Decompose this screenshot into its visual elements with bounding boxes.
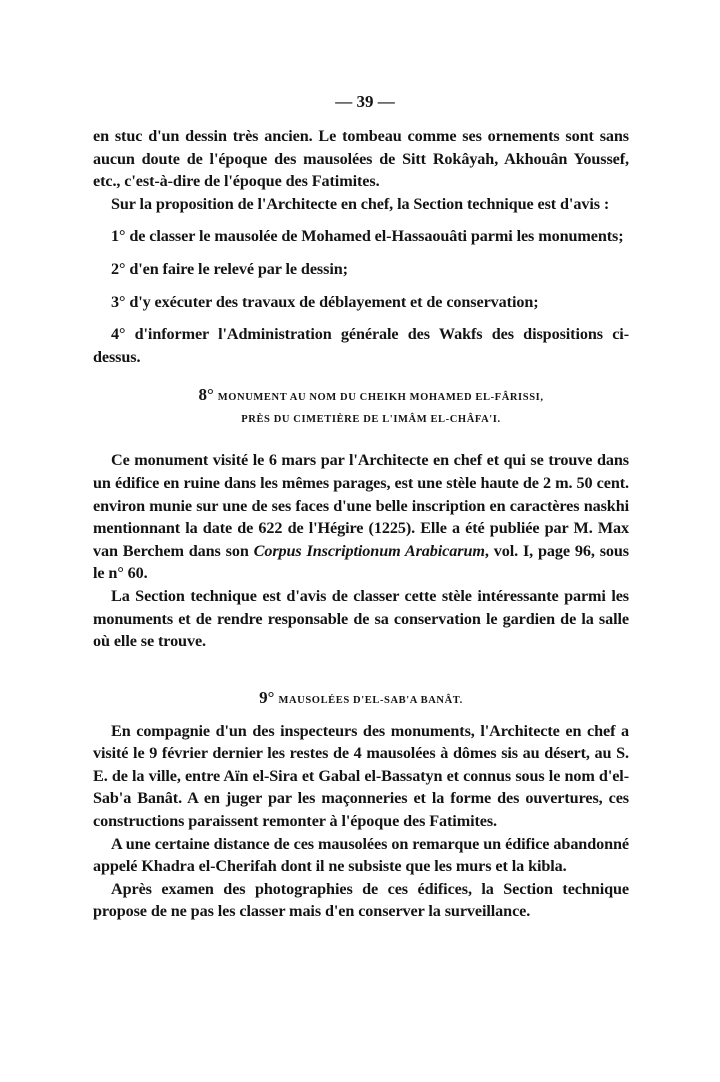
section-9-paragraph-1: En compagnie d'un des inspecteurs des monuments, l'Architecte en chef a visité le 9 février dernier les restes de 4 mausolées à dômes sis au désert, au S. E. de la ville, entre Aïn el-Sira et Gabal el-Bassatyn et connus sous le nom d'el-Sab'a Banât. A en juger par les maçonneries et la forme des ouvertures, ces constructions paraissent remonter à l'époque des Fatimites. [93, 721, 629, 831]
section-9-heading [93, 687, 629, 712]
section-8-heading [113, 384, 629, 431]
page-number: — 39 — [335, 92, 395, 111]
list-item-3: 3° d'y exécuter des travaux de déblayement et de conservation; [111, 292, 539, 311]
document-page [93, 90, 629, 923]
list-item-2: 2° d'en faire le relevé par le dessin; [111, 259, 348, 278]
paragraph-continuation: en stuc d'un dessin très ancien. Le tombeau comme ses ornements sont sans aucun doute de l'époque des mausolées de Sitt Rokâyah, Akhouân Youssef, etc., c'est-à-dire de l'époque des Fatimites. [93, 127, 629, 191]
section-8-paragraph-1 [93, 449, 629, 585]
list-item-4: 4° d'informer l'Administration générale des Wakfs des dispositions ci-dessus. [93, 325, 629, 366]
paragraph-proposition: Sur la proposition de l'Architecte en chef, la Section technique est d'avis : [111, 194, 610, 213]
section-8-text-end: , vol. I, page 96, sous le n° 60. [93, 541, 630, 583]
list-item-1: 1° de classer le mausolée de Mohamed el-Hassaouâti parmi les monuments; [111, 227, 624, 246]
section-8-title-line2: PRÈS DU CIMETIÈRE DE L'IMÂM EL-CHÂFA'I. [241, 414, 501, 426]
citation-title: Corpus Inscriptionum Arabicarum [253, 541, 485, 560]
section-8-number: 8° [198, 385, 214, 405]
section-8-paragraph-2: La Section technique est d'avis de classer cette stèle intéressante parmi les monuments et de rendre responsable de sa conservation le gardien de la salle où elle se trouve. [93, 586, 629, 651]
section-8-heading-line1 [113, 384, 629, 409]
section-9-paragraph-2: A une certaine distance de ces mausolées on remarque un édifice abandonné appelé Khadra el-Cherifah dont il ne subsiste que les murs et la kibla. [93, 834, 629, 876]
section-9-number: 9° [259, 687, 275, 707]
section-8-title-line1: MONUMENT AU NOM DU CHEIKH MOHAMED EL-FÂRISSI, [217, 392, 544, 404]
section-9-paragraph-3: Après examen des photographies de ces édifices, la Section technique propose de ne pas les classer mais d'en conserver la surveillance. [93, 879, 629, 921]
section-9-title: MAUSOLÉES D'EL-SAB'A BANÂT. [278, 694, 463, 706]
section-8-text: Ce monument visité le 6 mars par l'Architecte en chef et qui se trouve dans un édifice en ruine dans les mêmes parages, est une stèle haute de 2 m. 50 cent. environ munie sur une de ses faces d'une belle inscription en caractères naskhi mentionnant la date de 622 de l'Hégire (1225). Elle a été publiée par M. Max van Berchem dans son [93, 451, 629, 560]
